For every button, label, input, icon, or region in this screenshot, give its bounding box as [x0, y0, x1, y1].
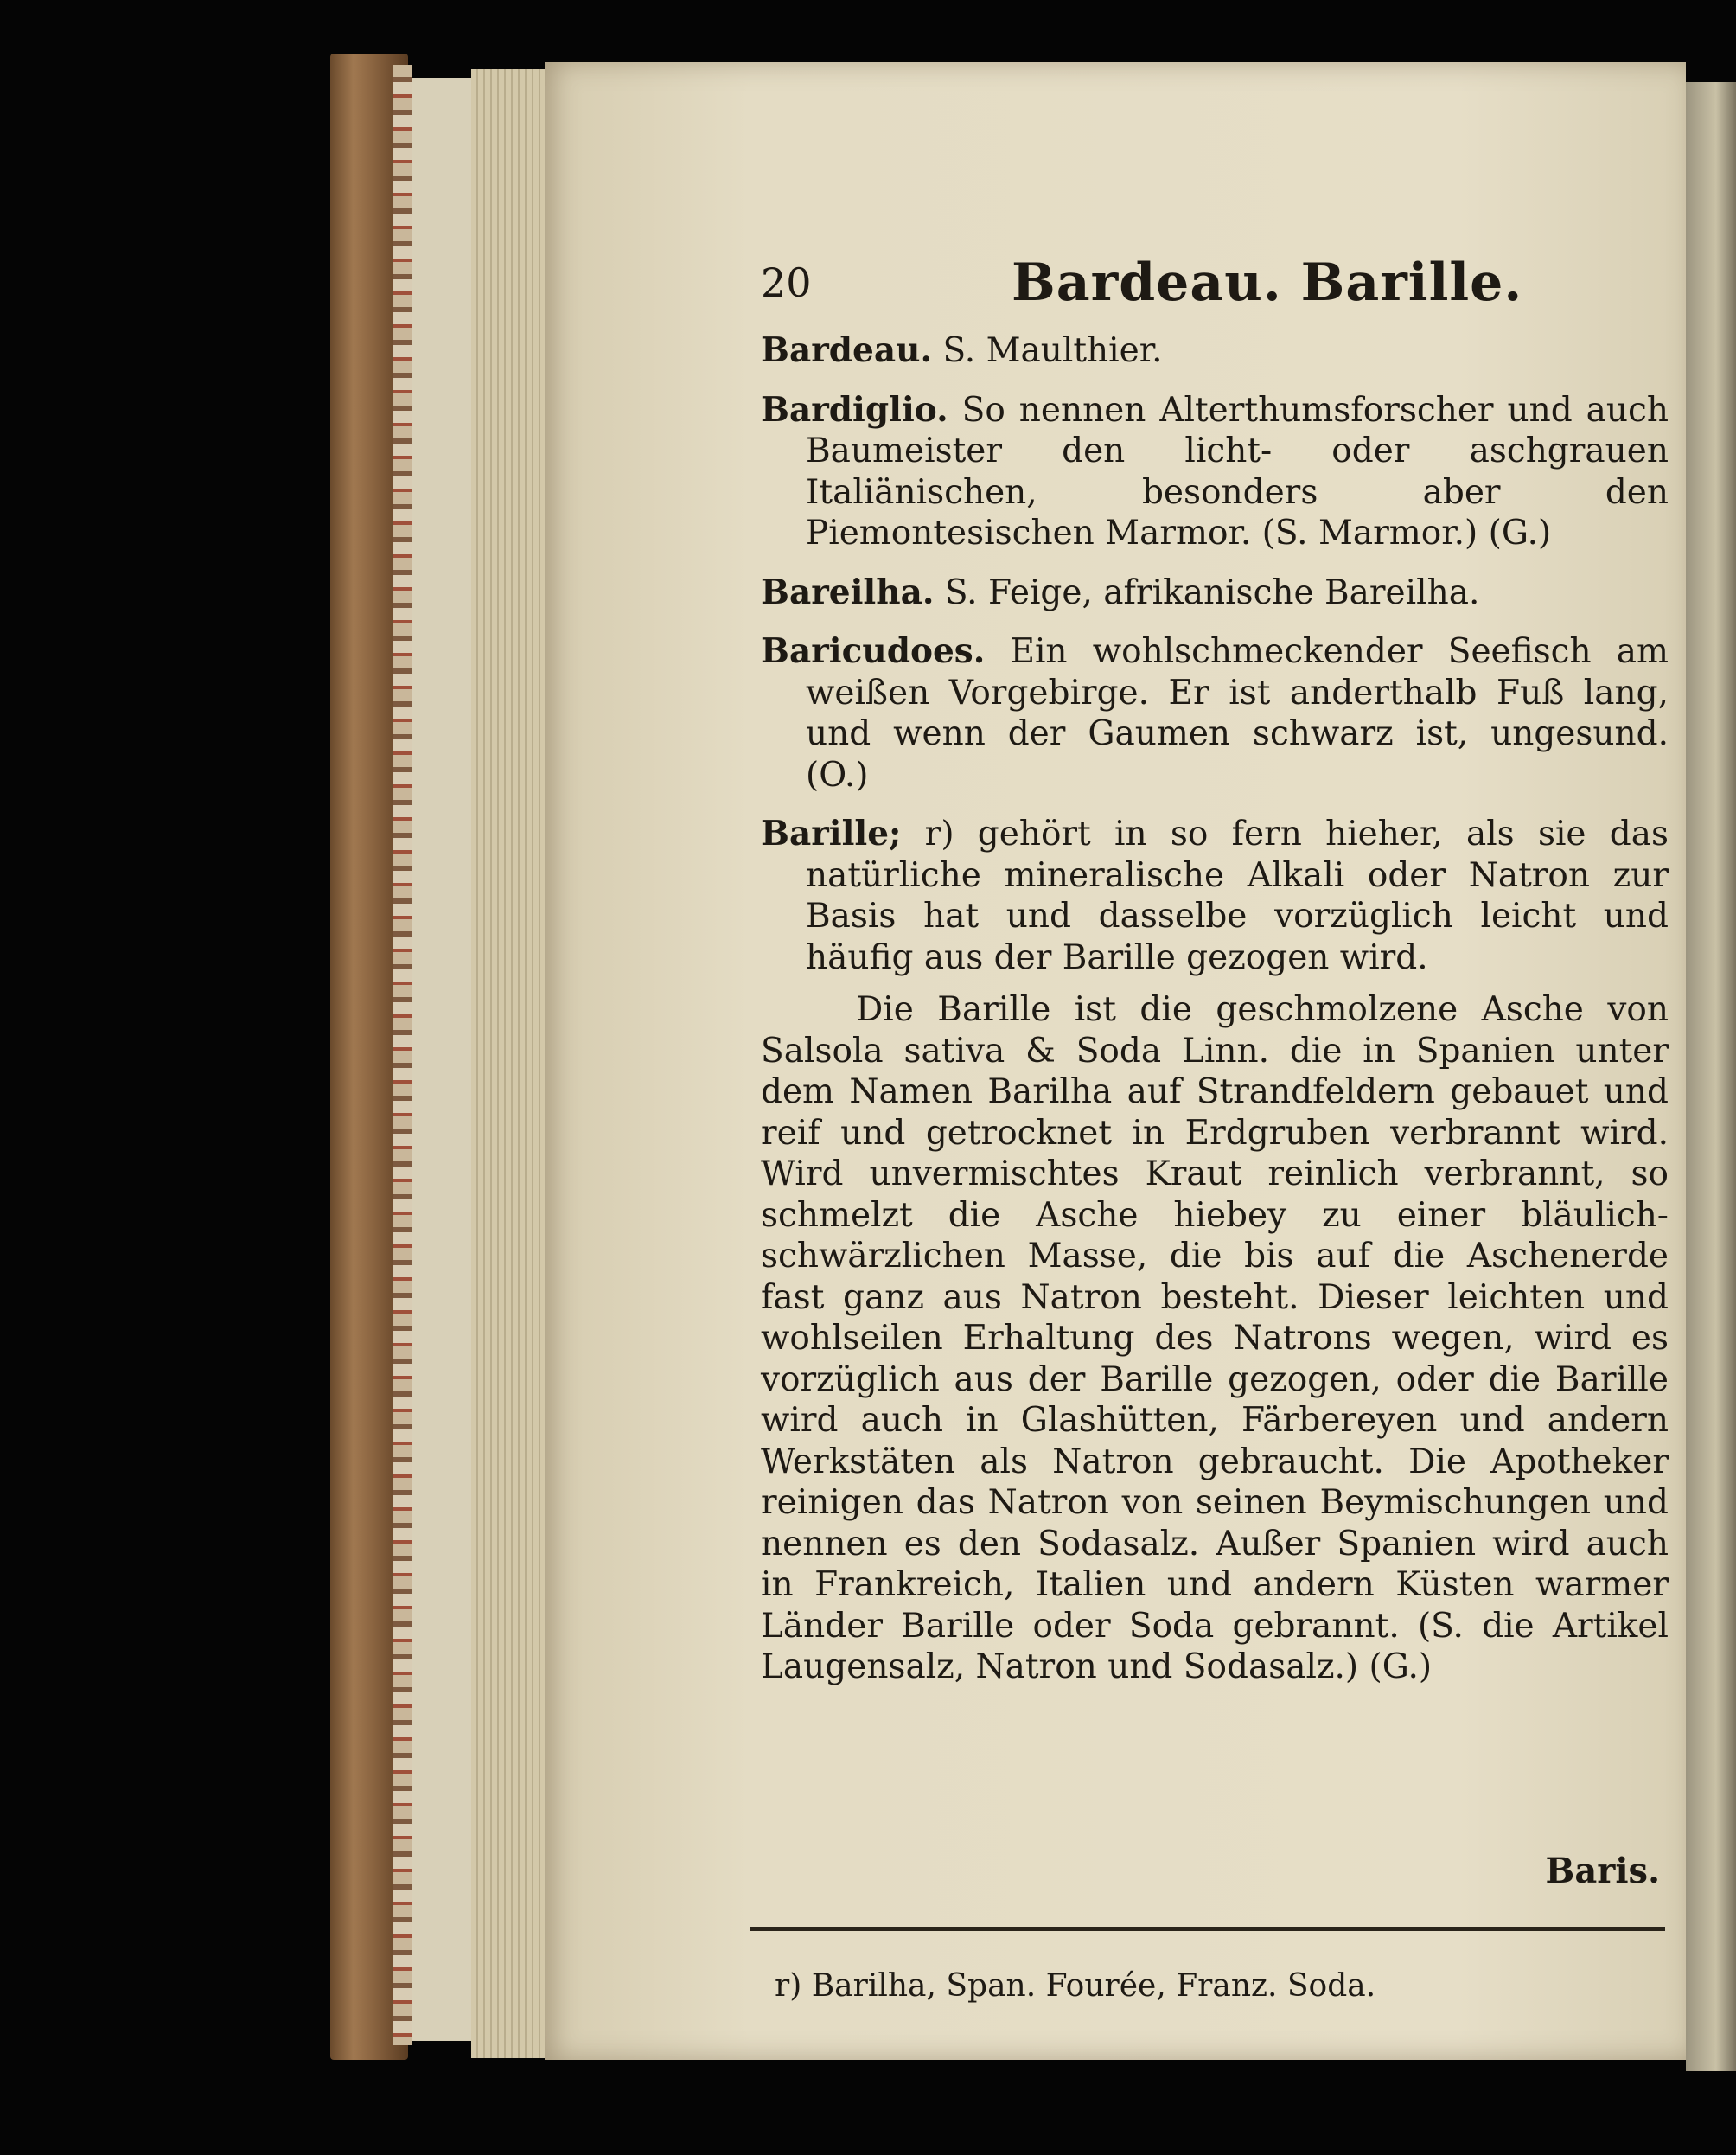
- footnote-rule: [750, 1927, 1665, 1931]
- page-number: 20: [761, 259, 812, 306]
- entry-text: S. Feige, afrikanische Bareilha.: [934, 572, 1480, 612]
- entry-headword: Bareilha.: [761, 572, 935, 612]
- paragraph-text: Die Barille ist die geschmolzene Asche von Salsola sativa & Soda Linn. die in Spanien unter dem Namen Barilha auf Strandfeldern gebauet und reif und getrocknet in Erdgruben verbrannt wird. Wird unvermischtes Kraut reinlich verbrannt, so schmelzt die Asche hiebey zu einer bläulich-schwärzlichen Masse, die bis auf die Aschenerde fast ganz aus Natron besteht. Dieser leichten und wohlseilen Erhaltung des Natrons wegen, wird es vorzüglich aus der Barille gezogen, oder die Barille wird auch in Glashütten, Färbereyen und andern Werkstäten als Natron gebraucht. Die Apotheker reinigen das Natron von seinen Beymischungen und nennen es den Sodasalz. Außer Spanien wird auch in Frankreich, Italien und andern Küsten warmer Länder Barille oder Soda gebrannt. (S. die Artikel Laugensalz, Natron und Sodasalz.) (G.): [761, 990, 1669, 1686]
- running-head: Bardeau. Barille.: [1012, 253, 1523, 313]
- entry-headword: Bardiglio.: [761, 389, 948, 430]
- dictionary-entry: [761, 390, 1669, 554]
- entry-text: Ein wohlschmeckender Seefisch am weißen Vorgebirge. Er ist anderthalb Fuß lang, und wenn der Gaumen schwarz ist, ungesund. (O.): [806, 632, 1669, 795]
- dictionary-entry: [761, 572, 1669, 614]
- dictionary-entry: [761, 814, 1669, 978]
- body-paragraph: [761, 989, 1669, 1688]
- entry-text: So nennen Alterthumsforscher und auch Baumeister den licht- oder aschgrauen Italiänischen, besonders aber den Piemontesischen Marmor. (S. Marmor.) (G.): [806, 390, 1669, 553]
- entry-headword: Barille;: [761, 814, 902, 854]
- dictionary-entry: [761, 631, 1669, 796]
- entry-headword: Baricudoes.: [761, 631, 986, 671]
- dictionary-entry: [761, 330, 1669, 372]
- footnote-text: r) Barilha, Span. Fourée, Franz. Soda.: [775, 1968, 1376, 2004]
- page-header: [761, 253, 1677, 322]
- catchword: Baris.: [1545, 1851, 1660, 1891]
- marbled-endpaper: [393, 65, 412, 2045]
- entry-headword: Bardeau.: [761, 330, 933, 370]
- entry-text: S. Maulthier.: [932, 331, 1163, 370]
- facing-page-edge: [1686, 82, 1736, 2071]
- entry-text: r) gehört in so fern hieher, als sie das natürliche mineralische Alkali oder Natron zur Basis hat und dasselbe vorzüglich leicht und häufig aus der Barille gezogen wird.: [806, 815, 1669, 977]
- page-body: [761, 330, 1669, 1706]
